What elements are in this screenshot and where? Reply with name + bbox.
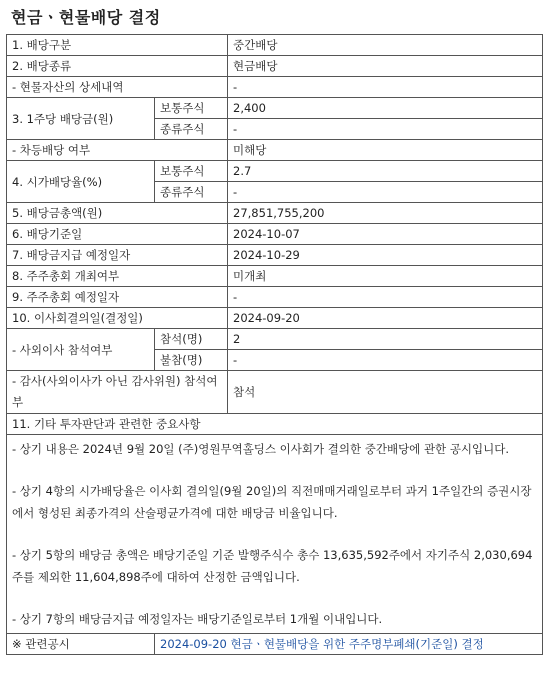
table-row: [7, 287, 543, 308]
notes-cell: [7, 435, 543, 634]
row-label: 6. 배당기준일: [7, 224, 228, 245]
row-value: 미개최: [228, 266, 543, 287]
row-value: -: [228, 350, 543, 371]
row-label: 8. 주주총회 개최여부: [7, 266, 228, 287]
row-value: 현금배당: [228, 56, 543, 77]
row-value: 2024-10-07: [228, 224, 543, 245]
row-sublabel: 종류주식: [155, 182, 228, 203]
table-row: [7, 56, 543, 77]
row-label: 5. 배당금총액(원): [7, 203, 228, 224]
row-label: 10. 이사회결의일(결정일): [7, 308, 228, 329]
related-disclosure-link[interactable]: 2024-09-20 현금ㆍ현물배당을 위한 주주명부폐쇄(기준일) 결정: [155, 634, 543, 655]
row-value: 2024-09-20: [228, 308, 543, 329]
table-row: [7, 161, 543, 182]
row-value: 2024-10-29: [228, 245, 543, 266]
row-label: 9. 주주총회 예정일자: [7, 287, 228, 308]
note-item: - 상기 내용은 2024년 9월 20일 (주)영원무역홀딩스 이사회가 결의한 중간배당에 관한 공시입니다.: [12, 442, 510, 456]
row-value: -: [228, 182, 543, 203]
row-value: -: [228, 77, 543, 98]
table-row: [7, 634, 543, 655]
row-sublabel: 보통주식: [155, 98, 228, 119]
table-row: [7, 329, 543, 350]
note-item: - 상기 7항의 배당금지급 예정일자는 배당기준일로부터 1개월 이내입니다.: [12, 612, 383, 626]
row-label: - 차등배당 여부: [7, 140, 228, 161]
note-item: - 상기 4항의 시가배당율은 이사회 결의일(9월 20일)의 직전매매거래일로부터 과거 1주일간의 증권시장에서 형성된 최종가격의 산술평균가격에 대한 배당금 비율입니다.: [12, 484, 532, 520]
table-row: [7, 435, 543, 634]
row-label: 2. 배당종류: [7, 56, 228, 77]
row-label: - 사외이사 참석여부: [7, 329, 155, 371]
section-heading: 11. 기타 투자판단과 관련한 중요사항: [7, 414, 543, 435]
row-label: 4. 시가배당율(%): [7, 161, 155, 203]
table-row: [7, 35, 543, 56]
row-value: 참석: [228, 371, 543, 414]
table-row: [7, 371, 543, 414]
table-row: [7, 203, 543, 224]
page-title: 현금ㆍ현물배당 결정: [11, 8, 161, 27]
row-value: 미해당: [228, 140, 543, 161]
row-value: 중간배당: [228, 35, 543, 56]
row-sublabel: 참석(명): [155, 329, 228, 350]
row-sublabel: 종류주식: [155, 119, 228, 140]
table-row: [7, 266, 543, 287]
row-value: 27,851,755,200: [228, 203, 543, 224]
table-row: [7, 140, 543, 161]
row-sublabel: 불참(명): [155, 350, 228, 371]
table-row: [7, 414, 543, 435]
row-label: 7. 배당금지급 예정일자: [7, 245, 228, 266]
row-value: -: [228, 119, 543, 140]
table-row: [7, 98, 543, 119]
row-label: 1. 배당구분: [7, 35, 228, 56]
row-value: 2.7: [228, 161, 543, 182]
related-label: ※ 관련공시: [7, 634, 155, 655]
table-row: [7, 308, 543, 329]
row-value: 2,400: [228, 98, 543, 119]
row-sublabel: 보통주식: [155, 161, 228, 182]
row-label: - 현물자산의 상세내역: [7, 77, 228, 98]
row-label: - 감사(사외이사가 아닌 감사위원) 참석여부: [7, 371, 228, 414]
table-row: [7, 245, 543, 266]
row-value: 2: [228, 329, 543, 350]
dividend-table: [6, 34, 543, 655]
note-item: - 상기 5항의 배당금 총액은 배당기준일 기준 발행주식수 총수 13,635,592주에서 자기주식 2,030,694주를 제외한 11,604,898주에 대하여 산정한 금액입니다.: [12, 548, 533, 584]
table-row: [7, 77, 543, 98]
row-value: -: [228, 287, 543, 308]
row-label: 3. 1주당 배당금(원): [7, 98, 155, 140]
table-row: [7, 224, 543, 245]
